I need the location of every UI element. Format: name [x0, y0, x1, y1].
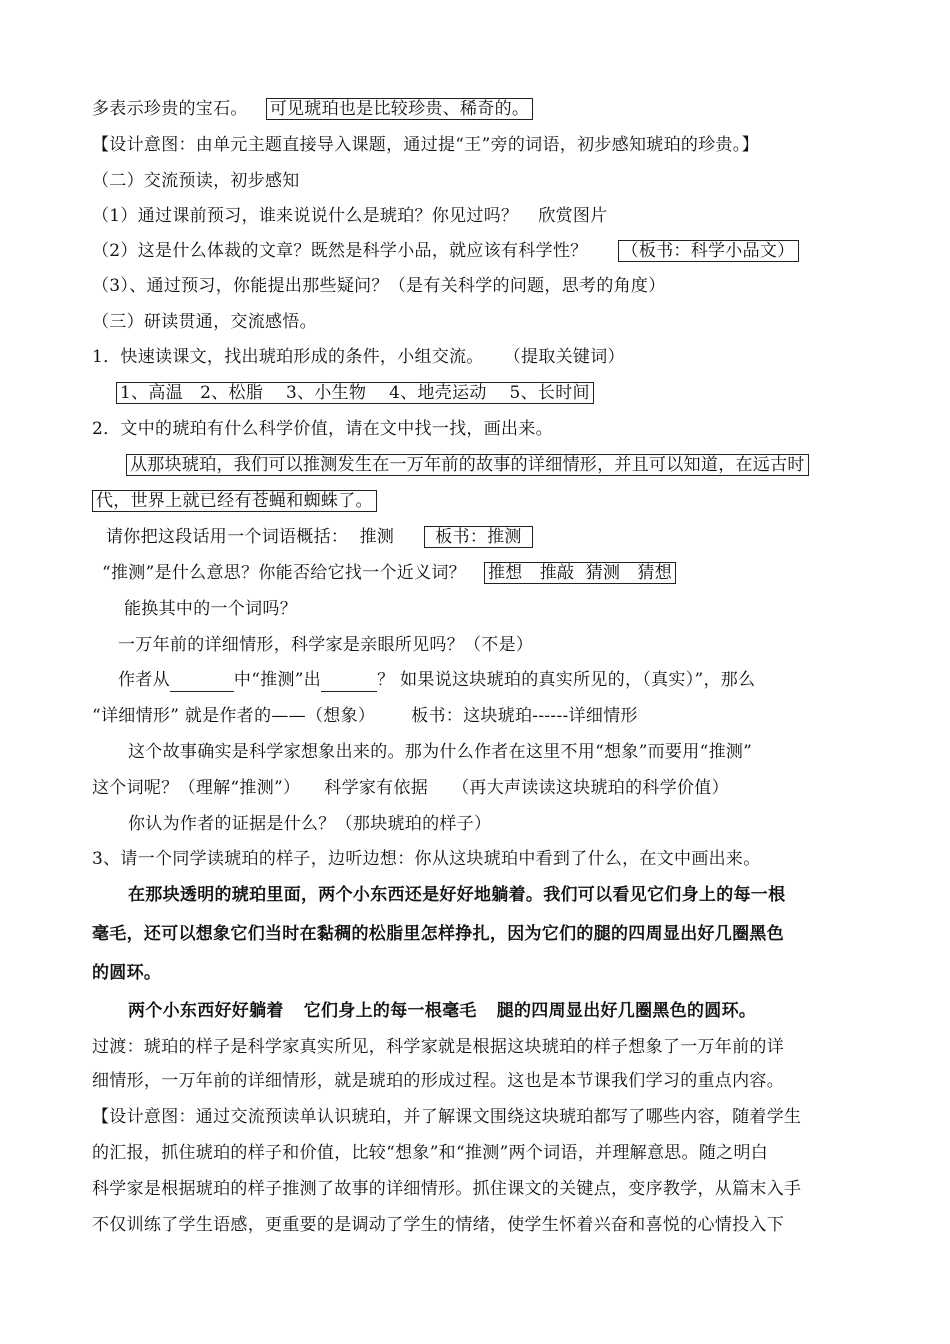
text-line: （3）、通过预习，你能提出那些疑问？（是有关科学的问题，思考的角度）: [92, 276, 666, 296]
text-line: 不仅训练了学生语感，更重要的是调动了学生的情绪，使学生怀着兴奋和喜悦的心情投入下: [92, 1215, 784, 1235]
bold-quote-line: 毫毛，还可以想象它们当时在黏稠的松脂里怎样挣扎，因为它们的腿的四周显出好几圈黑色: [92, 924, 784, 944]
text-line: 细情形，一万年前的详细情形，就是琥珀的形成过程。这也是本节课我们学习的重点内容。: [92, 1071, 784, 1091]
text-line: [92, 705, 638, 727]
bold-quote-line: 在那块透明的琥珀里面，两个小东西还是好好地躺着。我们可以看见它们身上的每一根: [128, 885, 786, 905]
text-line: 【设计意图：通过交流预读单认识琥珀，并了解课文围绕这块琥珀都写了哪些内容，随着学生: [92, 1107, 802, 1127]
text-line: （二）交流预读，初步感知: [92, 171, 300, 191]
text-line: （三）研读贯通，交流感悟。: [92, 312, 317, 332]
line-text: （再大声读读这块琥珀的科学价值）: [452, 778, 729, 798]
text-line: 你认为作者的证据是什么？（那块琥珀的样子）: [128, 814, 492, 834]
boxed-quote: 从那块琥珀，我们可以推测发生在一万年前的故事的详细情形，并且可以知道，在远古时: [126, 454, 809, 476]
line-text: 它们身上的每一根毫毛: [303, 1001, 477, 1021]
line-text: 腿的四周显出好几圈黑色的圆环。: [496, 1001, 757, 1021]
line-text: 两个小东西好好躺着: [128, 1001, 284, 1021]
board-note: 板书：这块琥珀------详细情形: [411, 706, 638, 726]
synonyms-box: 推想 推敲 猜测 猜想: [484, 562, 676, 584]
text-line: [92, 98, 533, 120]
bold-quote-line: 的圆环。: [92, 963, 162, 983]
line-text: 多表示珍贵的宝石。: [92, 99, 248, 119]
line-text: （提取关键词）: [503, 347, 625, 367]
text-line: 3、请一个同学读琥珀的样子，边听边想：你从这块琥珀中看到了什么，在文中画出来。: [92, 849, 761, 869]
text-line: [116, 382, 594, 404]
line-text: 请你把这段话用一个词语概括： 推测: [106, 527, 395, 547]
text-line: [92, 777, 729, 799]
boxed-quote: 代，世界上就已经有苍蝇和蜘蛛了。: [92, 490, 377, 512]
line-text: 科学家有依据: [324, 778, 429, 798]
text-line: 能换其中的一个词吗？: [124, 599, 297, 619]
boxed-text: 可见琥珀也是比较珍贵、稀奇的。: [266, 98, 534, 120]
line-text: ？ 如果说这块琥珀的真实所见的，（真实）”，那么: [377, 670, 756, 690]
bold-summary-line: [128, 1000, 756, 1022]
text-line: 这个故事确实是科学家想象出来的。那为什么作者在这里不用“想象”而要用“推测”: [128, 742, 753, 762]
keywords-box: 1、高温 2、松脂 3、小生物 4、地壳运动 5、长时间: [116, 382, 594, 404]
text-line: 科学家是根据琥珀的样子推测了故事的详细情形。抓住课文的关键点，变序教学，从篇末入手: [92, 1179, 802, 1199]
text-line: [126, 454, 809, 476]
line-text: 中“推测”出: [233, 670, 322, 690]
text-line: [92, 240, 799, 262]
line-text: 这个词呢？（理解“推测”）: [92, 778, 301, 798]
text-line: [92, 490, 377, 512]
text-line: 的汇报，抓住琥珀的样子和价值，比较“想象”和“推测”两个词语，并理解意思。随之明白: [92, 1143, 769, 1163]
line-text: “推测”是什么意思？你能否给它找一个近义词？: [102, 563, 466, 583]
board-note-box: （板书：科学小品文）: [618, 240, 799, 262]
text-line: [102, 562, 676, 584]
line-text: “详细情形” 就是作者的——（想象）: [92, 706, 376, 726]
line-text: （2）这是什么体裁的文章？既然是科学小品，就应该有科学性？: [92, 241, 588, 261]
board-note-box: 板书：推测: [424, 526, 533, 548]
text-line: 一万年前的详细情形，科学家是亲眼所见吗？（不是）: [118, 635, 534, 655]
text-line: 【设计意图：由单元主题直接导入课题，通过提“王”旁的词语，初步感知琥珀的珍贵。】: [92, 135, 759, 155]
text-line: 过渡：琥珀的样子是科学家真实所见，科学家就是根据这块琥珀的样子想象了一万年前的详: [92, 1037, 784, 1057]
line-text: 作者从: [118, 670, 170, 690]
text-line: 2．文中的琥珀有什么科学价值，请在文中找一找，画出来。: [92, 419, 553, 439]
text-line: [92, 205, 608, 227]
fill-blank: [321, 669, 377, 692]
text-line: [118, 669, 755, 692]
text-line: [106, 526, 533, 548]
text-line: [92, 346, 625, 368]
line-text: 1．快速读课文，找出琥珀形成的条件，小组交流。: [92, 347, 484, 367]
fill-blank: [170, 669, 234, 692]
line-text: （1）通过课前预习，谁来说说什么是琥珀？你见过吗？: [92, 206, 519, 226]
line-text: 欣赏图片: [538, 206, 608, 226]
